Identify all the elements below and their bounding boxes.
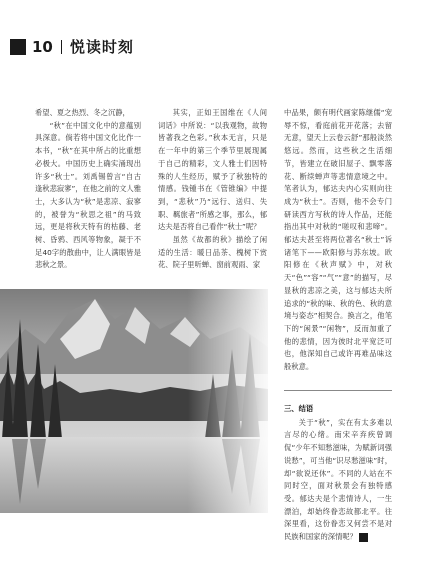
paragraph: 希望、夏之热烈、冬之沉静， — [35, 108, 130, 117]
conclusion-text: 关于“秋”，实在有太多难以言尽的心绪。南宋辛弃疾曾调侃“少年不知愁滋味，为赋新词强说愁”，可当他“识尽愁滋味”时，却“欲说还休”。不同的人站在不同时空，面对秋景会有独特感受。郁达夫是个悲情诗人，一生漂泊，却始终眷恋故都北平。往深里看，这份眷恋又何尝不是对民族和国家的深情呢？ — [284, 417, 392, 542]
page-header — [10, 36, 134, 57]
mountain-lake-illustration — [0, 289, 268, 513]
section-divider — [284, 390, 392, 391]
paragraph: “秋”在中国文化中的意蕴别具深意。倘若将中国文化比作一本书，“秋”在其中所占的比重想必极大。中国历史上确实涌现出许多“秋士”。刘禹锡曾言“自古逢秋悲寂寥”，在他之前的文人雅士，大多认为“秋”是悲凉、寂寥的，被誉为“秋思之祖”的马致远，更是将秋天特有的枯藤、老树、昏鸦、西风等物象，凝于不足40字的散曲中，让人满眼皆是悲秋之景。 — [35, 120, 141, 270]
paragraph: 其实，正如王国维在《人间词话》中所说：“以我观物，故物皆著我之色彩。”秋本无言，只是在一年中的第三个季节里展现属于自己的精彩，文人雅士们因特殊的人生经历，赋予了秋独特的情感。钱锺书在《管锥编》中提到，“悲秋”乃“远行、送归、失职、羁旅者”所感之事，那么，郁达夫是否将自己看作“秋士”呢？ — [158, 108, 267, 232]
section-title: 悦读时刻 — [69, 38, 134, 56]
conclusion-section — [284, 403, 392, 544]
article-column-1 — [35, 107, 141, 272]
landscape-photo — [0, 289, 268, 513]
article-column-2 — [158, 107, 267, 272]
conclusion-heading: 三、结语 — [284, 404, 314, 413]
header-divider — [61, 40, 62, 54]
page-number: 10 — [32, 37, 53, 56]
paragraph — [284, 417, 392, 544]
end-mark-icon: 文 — [359, 533, 368, 542]
page-number-badge — [10, 39, 26, 55]
paragraph: 中品果，颇有明代画家陈继儒“宠辱不惊，看庭前花开花落；去留无意，望天上云卷云舒”那般淡然悠远。然而，这些秋之生活细节，皆建立在破旧屋子、飘零落花、断续蝉声等悲情意境之中。笔者认为，郁达夫内心实则向往成为“秋士”。否则，他不会专门研读西方写秋的诗人作品，还能指出其中对秋的“嗟叹和悲啼”。郁达夫甚至将两位著名“秋士”诉诸笔下——欧阳修与苏东坡。欧阳修在《秋声赋》中，对秋天“色”“容”“气”“意”的描写，尽显秋的悲凉之美，这与郁达夫所追求的“秋的味、秋的色、秋的意境与姿态”相契合。换言之，他笔下的“闲景”“闲物”，反而加重了他的悲情，因为彼时北平宽泛可也，他深知自己或许再难品味这般秋意。 — [284, 108, 392, 372]
article-column-3 — [284, 107, 392, 374]
paragraph: 虽然《故都的秋》描绘了闲适的生活：暖日品茶、槐树下赏花、院子里听蝉、窗前观雨、家 — [158, 235, 267, 270]
